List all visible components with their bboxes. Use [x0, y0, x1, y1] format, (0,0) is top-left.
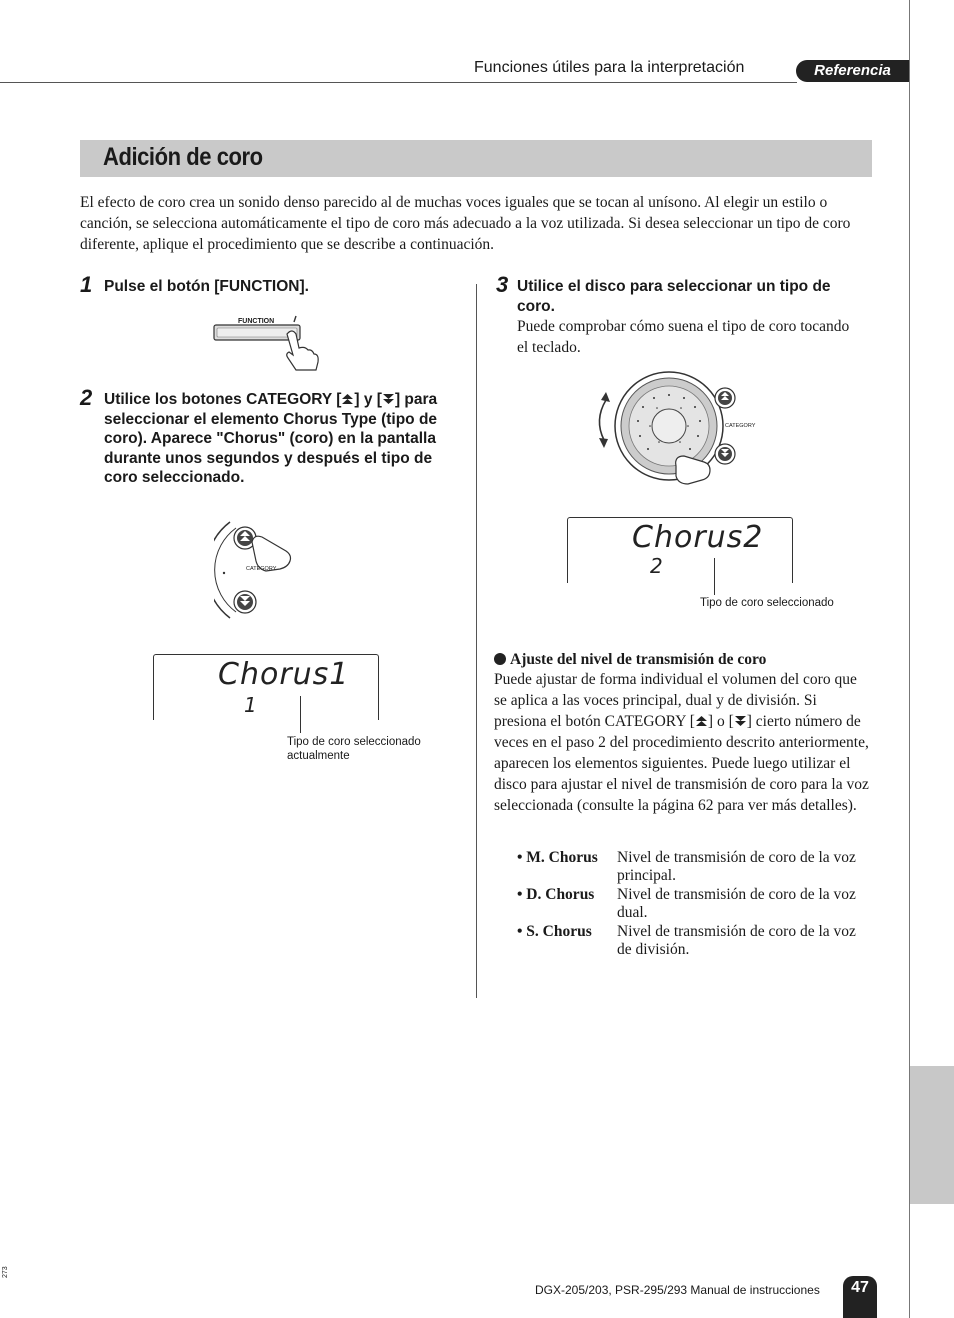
- list-item-desc: Nivel de transmisión de coro de la voz principal.: [617, 849, 856, 884]
- page-title: Adición de coro: [103, 143, 263, 171]
- category-label: CATEGORY: [246, 566, 277, 572]
- running-header: Funciones útiles para la interpretación: [474, 59, 745, 76]
- lcd-display-chorus2: [567, 517, 793, 583]
- page-number: 47: [843, 1276, 877, 1318]
- function-button-illustration: [212, 312, 322, 372]
- list-item-name: • D. Chorus: [517, 886, 595, 903]
- function-button-label: FUNCTION: [238, 318, 275, 325]
- list-item-name: • M. Chorus: [517, 849, 598, 866]
- step2-number: 2: [80, 385, 93, 410]
- bullet-circle-icon: [494, 653, 506, 665]
- step3-caption: Tipo de coro seleccionado: [700, 597, 834, 609]
- send-level-heading-text: Ajuste del nivel de transmisión de coro: [510, 651, 767, 668]
- category-down-icon: [382, 393, 395, 406]
- footer-manual-title: DGX-205/203, PSR-295/293 Manual de instrucciones: [535, 1283, 820, 1297]
- step2-heading: [104, 390, 454, 488]
- category-down-icon: [734, 715, 747, 728]
- step2-heading-a: Utilice los botones CATEGORY [: [104, 391, 342, 408]
- lcd-main-text: Chorus2: [632, 520, 764, 555]
- send-level-body: [494, 669, 872, 816]
- list-item-name: • S. Chorus: [517, 923, 592, 940]
- lcd-main-text: Chorus1: [218, 657, 350, 692]
- category-buttons-illustration: [214, 518, 324, 622]
- step3-number: 3: [496, 272, 509, 297]
- list-item: [517, 886, 857, 922]
- list-item-desc: Nivel de transmisión de coro de la voz dual.: [617, 886, 856, 921]
- category-up-icon: [341, 393, 354, 406]
- header-rule: [0, 82, 797, 83]
- intro-paragraph: El efecto de coro crea un sonido denso parecido al de muchas voces iguales que se tocan al unísono. Al elegir un estilo o canción, se selecciona automáticamente el tipo de coro más adecuado a la voz utilizada. Si desea seleccionar un tipo de coro diferente, aplique el procedimiento que se describe a continuación.: [80, 194, 851, 253]
- lcd-sub-text: 1: [244, 693, 257, 717]
- list-item-desc: Nivel de transmisión de coro de la voz de división.: [617, 923, 856, 958]
- dial-category-label: CATEGORY: [725, 423, 756, 429]
- step2-heading-b: ] y [: [354, 391, 382, 408]
- step1-number: 1: [80, 272, 93, 297]
- send-level-heading: [494, 649, 766, 670]
- column-divider: [476, 284, 477, 998]
- step2-heading-c: ] para seleccionar el elemento Chorus Type (tipo de coro). Aparece "Chorus" (coro) en la pantalla durante unos segundos y después el tipo de coro seleccionado.: [104, 391, 438, 486]
- step3-body: Puede comprobar cómo suena el tipo de coro tocando el teclado.: [517, 318, 850, 356]
- list-item: [517, 849, 857, 885]
- lcd-display-chorus1: [153, 654, 379, 720]
- list-item: [517, 923, 857, 959]
- lcd-sub-text: 2: [650, 554, 663, 578]
- send-level-list: [517, 849, 857, 959]
- caption-leader-line: [300, 696, 301, 733]
- step2-caption: Tipo de coro seleccionado actualmente: [287, 736, 421, 762]
- side-number: 273: [2, 1266, 9, 1278]
- send-level-body-b: ] o [: [707, 713, 734, 730]
- caption-leader-line: [714, 558, 715, 595]
- category-up-icon: [695, 715, 708, 728]
- dial-illustration: [592, 370, 772, 490]
- side-thumb-tab: [910, 1066, 954, 1204]
- send-level-body-a: Puede ajustar de forma individual el volumen del coro que se aplica a las voces principal, dual y de división. Si presiona el botón CATEGORY [: [494, 671, 857, 730]
- section-badge: Referencia: [796, 60, 909, 82]
- step3-heading: Utilice el disco para seleccionar un tipo de coro.: [517, 278, 831, 315]
- send-level-body-c: ] cierto número de veces en el paso 2 del procedimiento descrito anteriormente, aparecen los elementos siguientes. Puede luego utilizar el disco para ajustar el nivel de transmisión de coro para la voz seleccionada (consulte la página 62 para ver más detalles).: [494, 713, 869, 814]
- step1-heading: Pulse el botón [FUNCTION].: [104, 278, 309, 295]
